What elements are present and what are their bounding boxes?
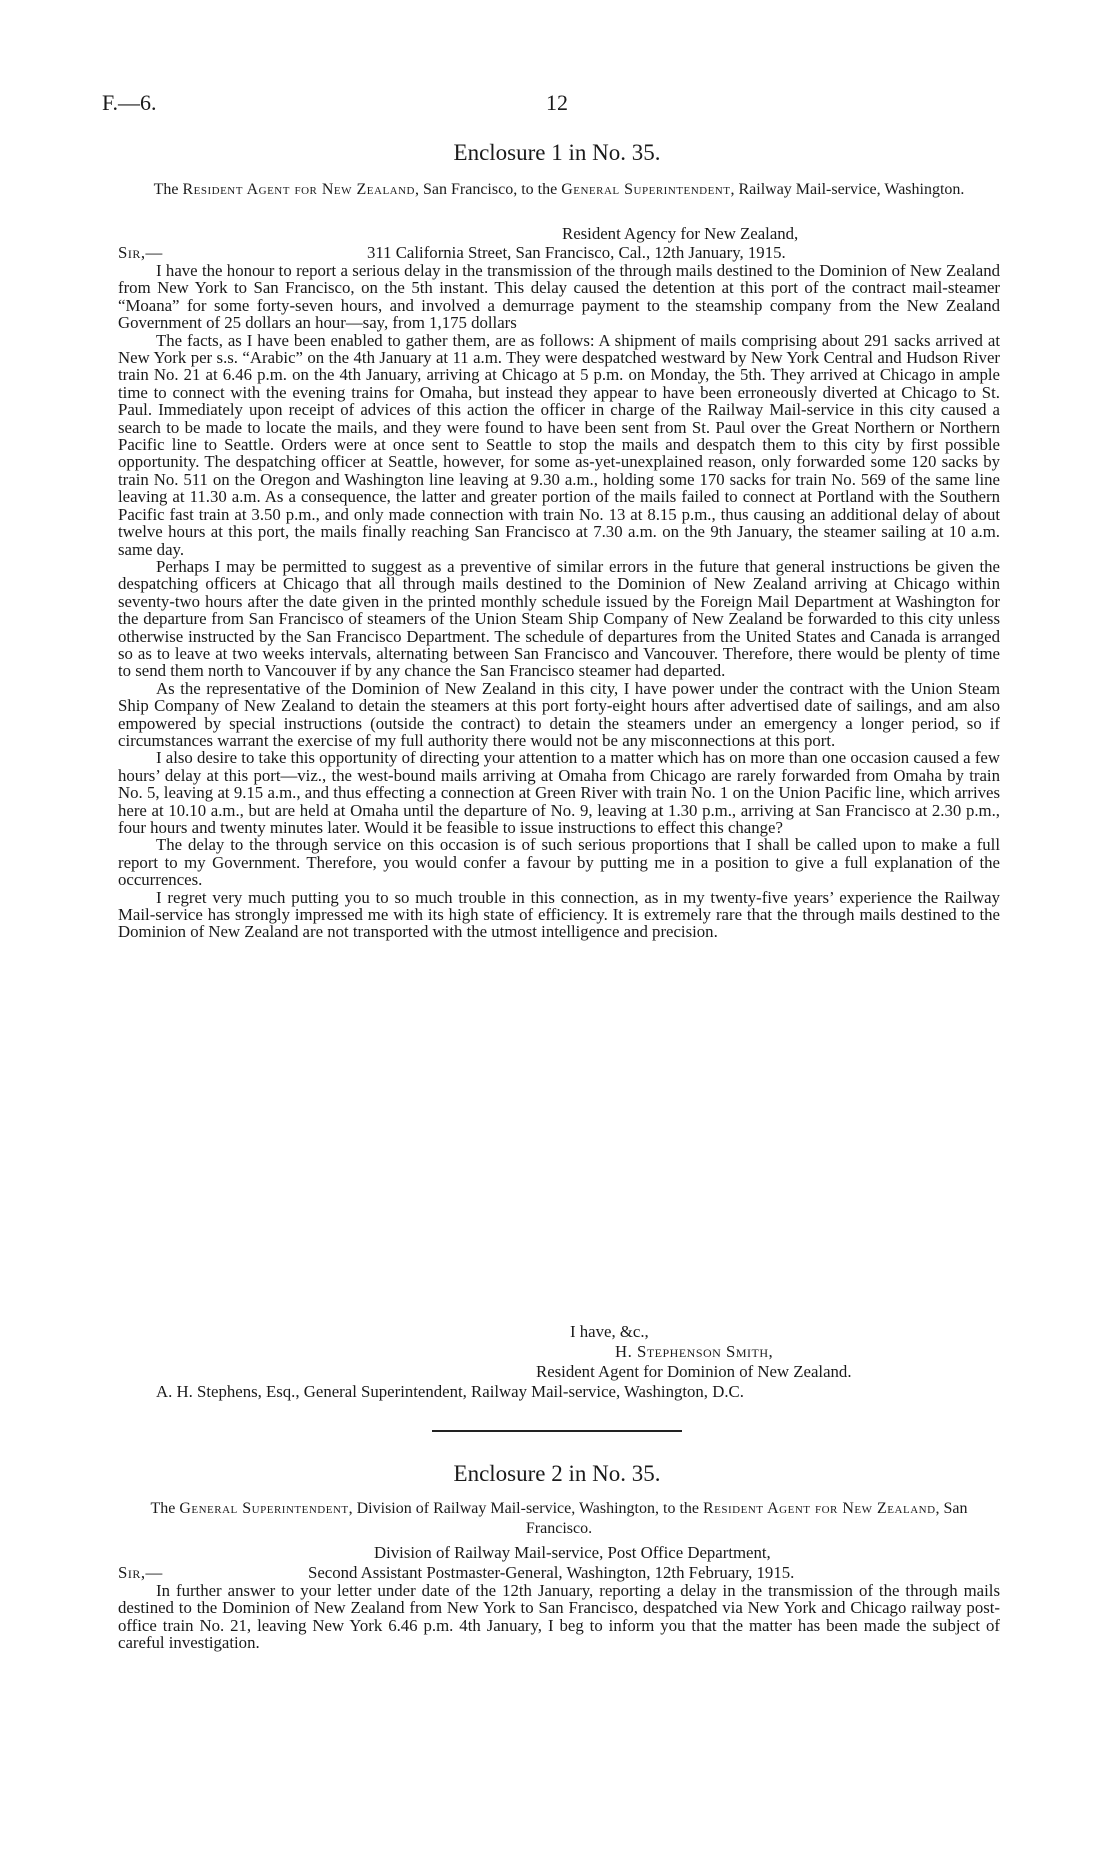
signature-title: Resident Agent for Dominion of New Zealand. — [536, 1362, 852, 1381]
sender-address-line-2: 311 California Street, San Francisco, Cal., 12th January, 1915. — [367, 243, 786, 262]
letter-paragraph: I have the honour to report a serious delay in the transmission of the through mails destined to the Dominion of New Zealand from New York to San Francisco, on the 5th instant. This delay caused the detention at this port of the contract mail-steamer “Moana” for some forty-seven hours, and involved a demurrage payment to the steamship company from the New Zealand Government of 25 dollars an hour—say, from 1,175 dollars — [118, 261, 1000, 333]
enclosure-1-letter-body — [118, 262, 1000, 941]
address-sender: General Superintendent — [179, 1500, 349, 1517]
letter-paragraph: The delay to the through service on this occasion is of such serious proportions that I shall be called upon to make a full report to my Government. Therefore, you would confer a favour by putting me in a position to give a full explanation of the occurrences. — [118, 835, 1000, 890]
section-divider — [432, 1430, 682, 1432]
address-sender: Resident Agent for New Zealand — [182, 181, 415, 198]
letter-paragraph: I regret very much putting you to so much trouble in this connection, as in my twenty-five years’ experience the Railway Mail-service has strongly impressed me with its high state of efficiency. It is extremely rare that the through mails destined to the Dominion of New Zealand are not transported with the utmost intelligence and precision. — [118, 887, 1000, 942]
address-recipient: General Superintendent — [561, 181, 731, 198]
enclosure-1-title: Enclosure 1 in No. 35. — [453, 140, 661, 165]
letter-recipient: A. H. Stephens, Esq., General Superintendent, Railway Mail-service, Washington, D.C. — [156, 1382, 744, 1401]
address-text: , San Francisco, to the — [415, 181, 562, 198]
salutation: Sir,— — [118, 1563, 163, 1582]
document-reference: F.—6. — [102, 90, 157, 115]
address-recipient: Resident Agent for New Zealand — [702, 1500, 936, 1517]
sender-address-line-1: Division of Railway Mail-service, Post Office Department, — [374, 1543, 771, 1562]
page-number: 12 — [546, 90, 568, 115]
letter-paragraph: Perhaps I may be permitted to suggest as a preventive of similar errors in the future that general instructions be given the despatching officers at Chicago that all through mails destined to the Dominion of New Zealand arriving at Chicago within seventy-two hours after the date given in the printed monthly schedule issued by the Foreign Mail Department at Washington for the departure from San Francisco of steamers of the Union Steam Ship Company of New Zealand be forwarded to this city unless otherwise instructed by the San Francisco Department. The schedule of departures from the United States and Canada is arranged so as to leave at two weeks intervals, alternating between San Francisco and Vancouver. Therefore, there would be plenty of time to send them north to Vancouver if by any chance the San Francisco steamer had departed. — [118, 556, 1000, 681]
enclosure-2-letter-body — [118, 1582, 1000, 1652]
sender-address-line-1: Resident Agency for New Zealand, — [562, 224, 799, 243]
enclosure-2-address — [118, 1499, 1000, 1539]
address-text: , Division of Railway Mail-service, Washington, to the — [348, 1500, 703, 1517]
letter-paragraph: As the representative of the Dominion of New Zealand in this city, I have power under the contract with the Union Steam Ship Company of New Zealand to detain the steamers at this port forty-eight hours after advertised date of sailings, and am also empowered by special instructions (outside the contract) to detain the steamers under an emergency a longer period, so if circumstances warrant the exercise of my full authority there would not be any misconnections at this port. — [118, 678, 1000, 750]
letter-paragraph: In further answer to your letter under date of the 12th January, reporting a delay in the transmission of the through mails destined to the Dominion of New Zealand from New York to San Francisco, despatched via New York and Chicago railway post-office train No. 21, leaving New York 6.46 p.m. 4th January, I beg to inform you that the matter has been made the subject of careful investigation. — [118, 1581, 1000, 1653]
salutation: Sir,— — [118, 243, 163, 262]
signature-name: H. Stephenson Smith, — [615, 1342, 774, 1361]
enclosure-1-address — [118, 180, 1000, 200]
sender-address-line-2: Second Assistant Postmaster-General, Washington, 12th February, 1915. — [308, 1563, 795, 1582]
letter-paragraph: I also desire to take this opportunity of directing your attention to a matter which has on more than one occasion caused a few hours’ delay at this port—viz., the west-bound mails arriving at Omaha from Chicago are rarely forwarded from Omaha by train No. 5, leaving at 9.15 a.m., and thus effecting a connection at Green River with train No. 1 on the Union Pacific line, which arrives here at 10.10 a.m., but are held at Omaha until the departure of No. 9, leaving at 1.30 p.m., arriving at San Francisco at 2.30 p.m., four hours and twenty minutes later. Would it be feasible to issue instructions to effect this change? — [118, 748, 1000, 837]
address-text: , Railway Mail-service, Washington. — [730, 181, 965, 198]
letter-closing: I have, &c., — [570, 1322, 649, 1341]
enclosure-2-title: Enclosure 2 in No. 35. — [453, 1461, 661, 1486]
address-text: The — [150, 1500, 180, 1517]
address-text: The — [153, 181, 183, 198]
letter-paragraph: The facts, as I have been enabled to gather them, are as follows: A shipment of mails comprising about 291 sacks arrived at New York per s.s. “Arabic” on the 4th January at 11 a.m. They were despatched westward by New York Central and Hudson River train No. 21 at 6.46 p.m. on the 4th January, arriving at Chicago at 5 p.m. on Monday, the 5th. They arrived at Chicago in ample time to connect with the evening trains for Omaha, but instead they appear to have been erroneously diverted at Chicago to St. Paul. Immediately upon receipt of advices of this action the officer in charge of the Railway Mail-service in this city caused a search to be made to locate the mails, and they were found to have been sent from St. Paul over the Great Northern or Northern Pacific line to Seattle. Orders were at once sent to Seattle to stop the mails and despatch them to this city by first possible opportunity. The despatching officer at Seattle, however, for some as-yet-unexplained reason, only forwarded some 120 sacks by train No. 511 on the Oregon and Washington line leaving at 9.30 a.m., holding some 170 sacks for train No. 569 of the same line leaving at 11.30 a.m. As a consequence, the latter and greater portion of the mails failed to connect at Portland with the Southern Pacific fast train at 3.50 p.m., and only made connection with train No. 13 at 8.15 p.m., thus causing an additional delay of about twelve hours at this port, the mails finally reaching San Francisco at 7.30 a.m. on the 9th January, the steamer sailing at 10 a.m. same day. — [118, 330, 1000, 559]
address-text: , San Francisco. — [525, 1500, 968, 1537]
